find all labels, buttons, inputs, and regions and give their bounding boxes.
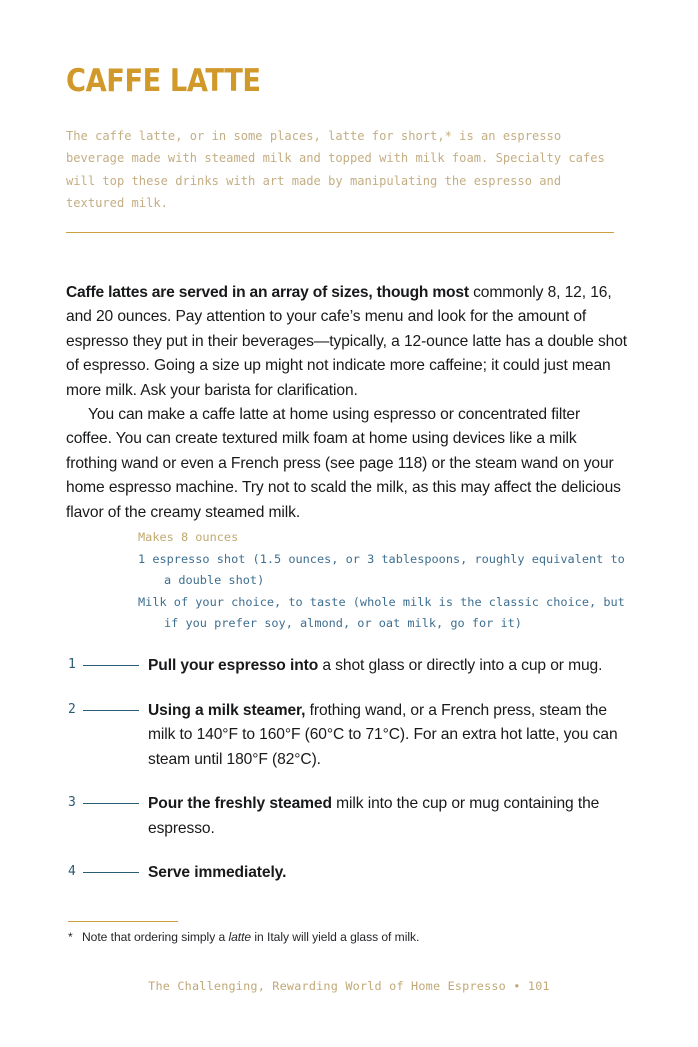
- step-body: milk into the cup or mug containing the espresso.: [148, 795, 600, 837]
- step-text: [66, 654, 629, 679]
- step-rule-icon: [83, 872, 139, 873]
- paragraph-1-rest: commonly 8, 12, 16, and 20 ounces. Pay attention to your cafe’s menu and look for the amount of espresso they put in their beverages—typically, a 12-ounce latte has a double shot of espresso. Going a size up might not indicate more caffeine; it could just mean more milk. Ask your barista for clarification.: [66, 284, 628, 399]
- step-number: 2: [68, 701, 76, 717]
- step-body: frothing wand, or a French press, steam the milk to 140°F to 160°F (60°C to 71°C). For an extra hot latte, you can steam until 180°F (82°C).: [148, 701, 618, 768]
- recipe-step: [66, 792, 629, 841]
- step-lead-in: Pour the freshly steamed: [148, 795, 332, 812]
- body-paragraph-1: [66, 281, 629, 403]
- step-lead-in: Using a milk steamer,: [148, 701, 306, 719]
- recipe-ingredients-block: [138, 527, 632, 635]
- step-body: a shot glass or directly into a cup or mug.: [318, 657, 603, 674]
- step-text: [66, 699, 629, 773]
- recipe-step: [66, 861, 629, 886]
- ingredient-item: Milk of your choice, to taste (whole milk is the classic choice, but if you prefer soy, almond, or oat milk, go for it): [138, 594, 625, 631]
- step-lead-in: Pull your espresso into: [148, 657, 319, 674]
- page-title: CAFFE LATTE: [66, 63, 261, 99]
- step-number: 1: [68, 657, 76, 672]
- ingredient-item: 1 espresso shot (1.5 ounces, or 3 tablespoons, roughly equivalent to a double shot): [138, 551, 625, 588]
- step-rule-icon: [83, 665, 139, 666]
- step-number: 4: [68, 864, 76, 879]
- title-divider-rule: [66, 232, 614, 233]
- footnote-italic-term: latte: [228, 930, 252, 944]
- recipe-step: [66, 699, 629, 773]
- running-footer: The Challenging, Rewarding World of Home Espresso • 101: [148, 979, 550, 993]
- footnote: [68, 929, 613, 946]
- intro-paragraph: The caffe latte, or in some places, latte for short,* is an espresso beverage made with steamed milk and topped with milk foam. Specialty cafes will top these drinks with art made by manipulating the espresso and textured milk.: [66, 129, 605, 210]
- footnote-text-before: Note that ordering simply a: [82, 930, 229, 944]
- recipe-steps-list: [66, 654, 629, 886]
- footnote-marker: *: [68, 930, 73, 944]
- step-text: [66, 792, 629, 841]
- paragraph-1-lead-in: Caffe lattes are served in an array of sizes, though most: [66, 284, 469, 301]
- step-number: 3: [68, 795, 76, 810]
- step-lead-in: Serve immediately.: [148, 864, 287, 881]
- body-text-block: [66, 281, 629, 525]
- body-paragraph-2: You can make a caffe latte at home using espresso or concentrated filter coffee. You can create textured milk foam at home using devices like a milk frothing wand or even a French press (see page 118) or the steam wand on your home espresso machine. Try not to scald the milk, as this may affect the delicious flavor of the creamy steamed milk.: [66, 406, 621, 521]
- footnote-text-after: in Italy will yield a glass of milk.: [251, 930, 420, 944]
- footnote-divider-rule: [68, 921, 178, 922]
- recipe-yield: Makes 8 ounces: [138, 530, 239, 544]
- recipe-step: [66, 654, 629, 679]
- step-rule-icon: [83, 710, 139, 711]
- step-text: [66, 861, 629, 886]
- step-rule-icon: [83, 803, 139, 804]
